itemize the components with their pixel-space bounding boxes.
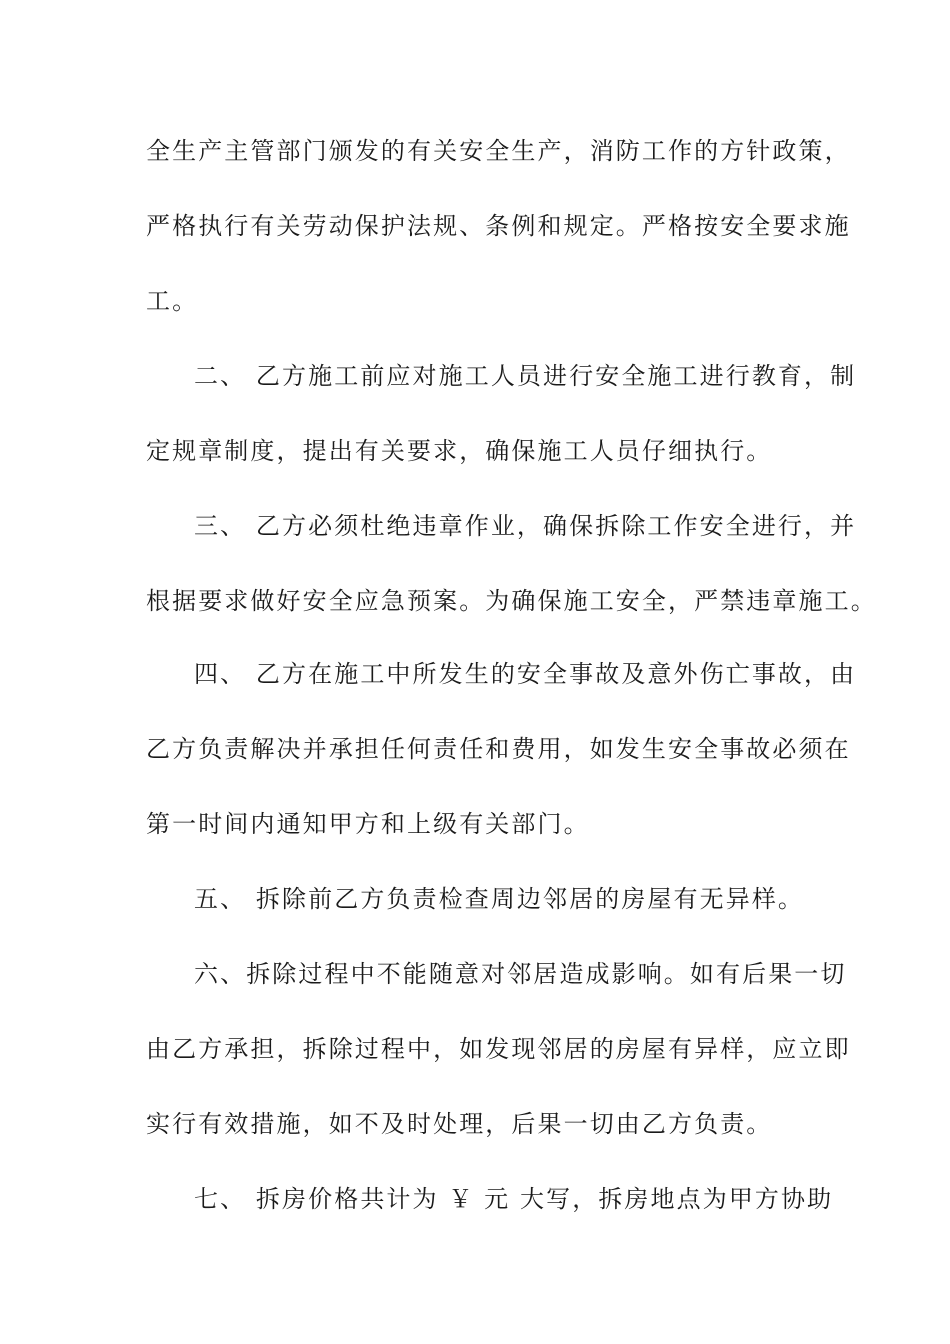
text-line: 由乙方承担，拆除过程中，如发现邻居的房屋有异样，应立即 [146, 1035, 851, 1063]
clause-six-start: 六、拆除过程中不能随意对邻居造成影响。如有后果一切 [194, 960, 847, 988]
clause-four-start: 四、 乙方在施工中所发生的安全事故及意外伤亡事故，由 [194, 660, 857, 688]
text-line: 工。 [146, 287, 199, 315]
text-line: 定规章制度，提出有关要求，确保施工人员仔细执行。 [146, 437, 773, 465]
clause-seven-start: 七、 拆房价格共计为 ￥ 元 大写，拆房地点为甲方协助 [194, 1185, 834, 1213]
text-line: 第一时间内通知甲方和上级有关部门。 [146, 810, 590, 838]
text-line: 根据要求做好安全应急预案。为确保施工安全，严禁违章施工。 [146, 587, 877, 615]
text-line: 全生产主管部门颁发的有关安全生产，消防工作的方针政策， [146, 137, 851, 165]
clause-five: 五、 拆除前乙方负责检查周边邻居的房屋有无异样。 [194, 885, 805, 913]
clause-three-start: 三、 乙方必须杜绝违章作业，确保拆除工作安全进行，并 [194, 512, 857, 540]
text-line: 乙方负责解决并承担任何责任和费用，如发生安全事故必须在 [146, 735, 851, 763]
clause-two-start: 二、 乙方施工前应对施工人员进行安全施工进行教育，制 [194, 362, 857, 390]
text-line: 实行有效措施，如不及时处理，后果一切由乙方负责。 [146, 1110, 773, 1138]
text-line: 严格执行有关劳动保护法规、条例和规定。严格按安全要求施 [146, 212, 851, 240]
